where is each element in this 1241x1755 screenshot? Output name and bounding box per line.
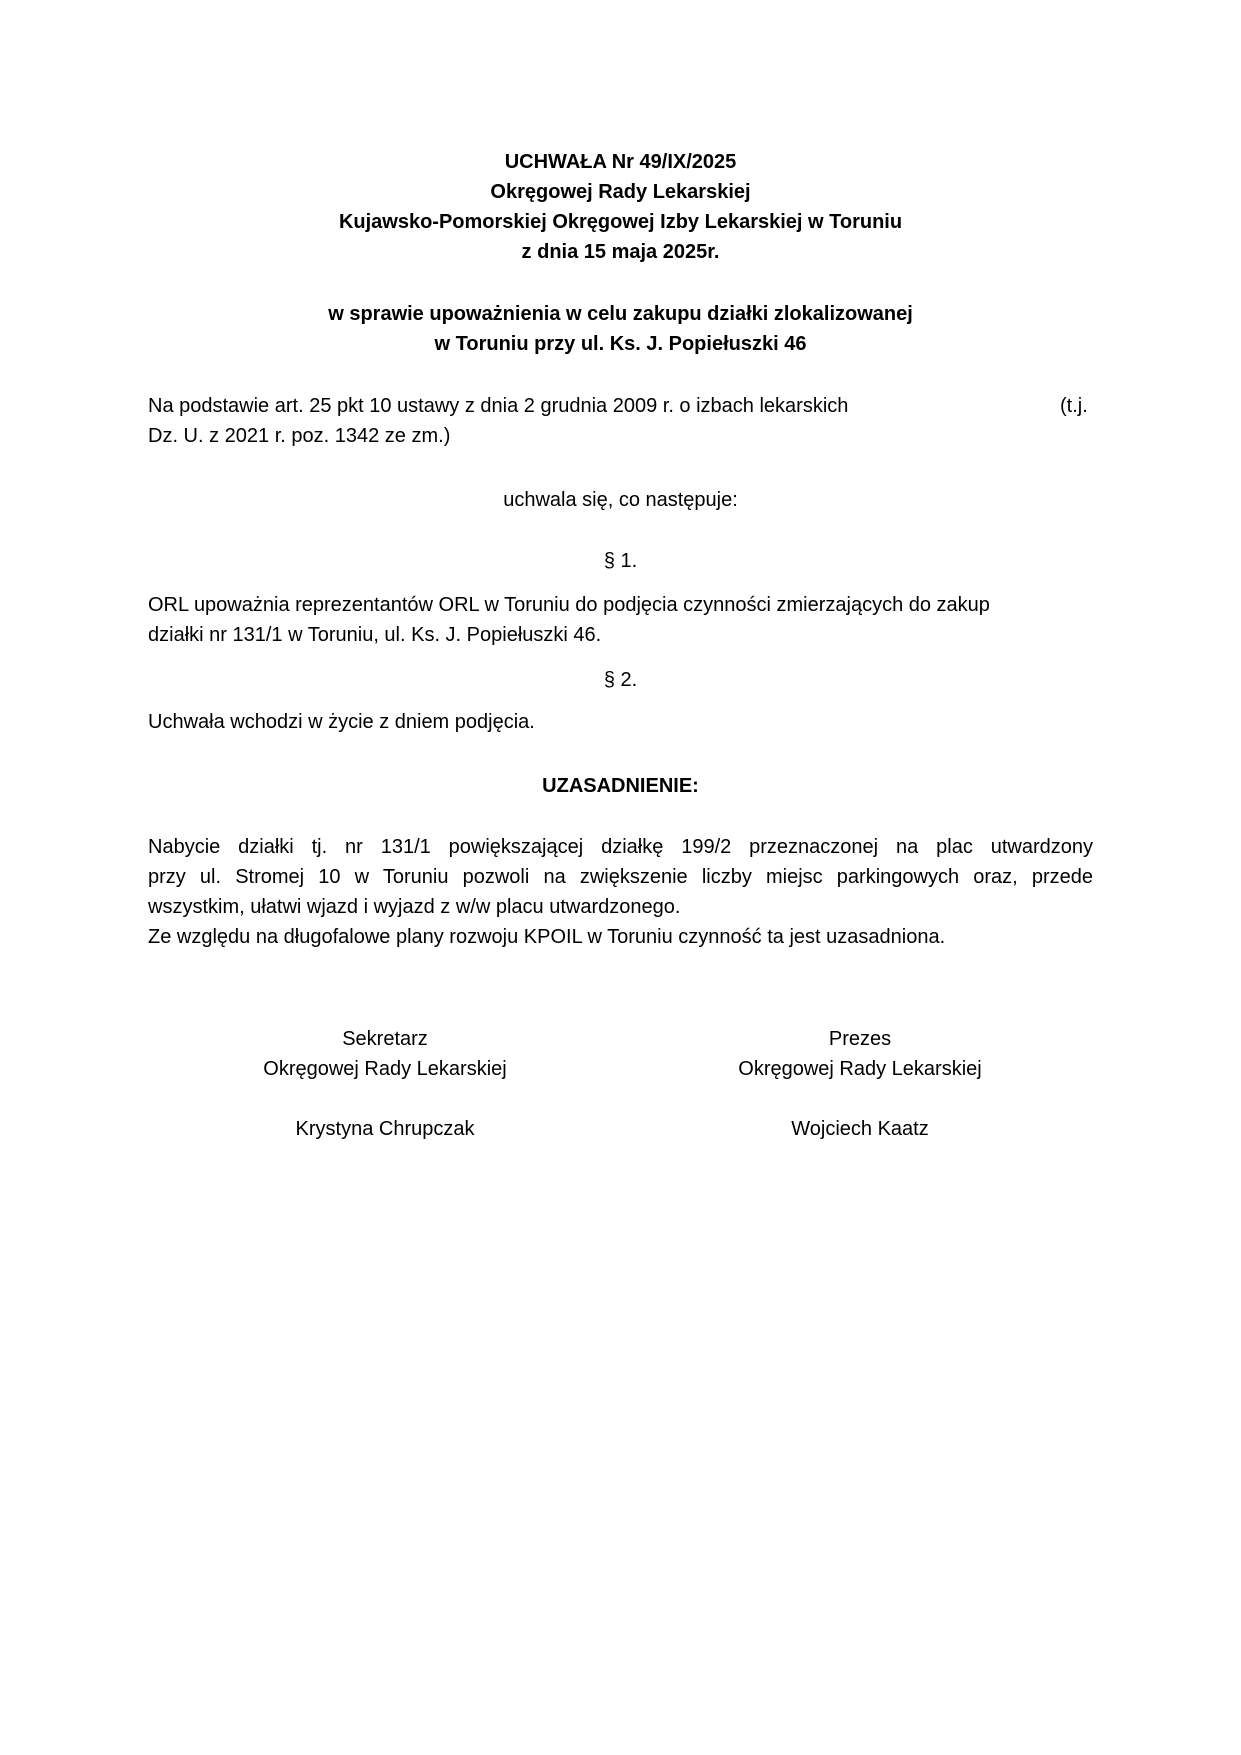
subject-line-2: w Toruniu przy ul. Ks. J. Popiełuszki 46 xyxy=(434,333,807,355)
section-2-mark: § 2. xyxy=(603,669,638,691)
section-2-text: Uchwała wchodzi w życie z dniem podjęcia. xyxy=(148,711,535,733)
legal-basis-tj: (t.j. xyxy=(1060,395,1088,417)
legal-basis-line-1: Na podstawie art. 25 pkt 10 ustawy z dnia 2 grudnia 2009 r. o izbach lekarskich xyxy=(148,395,849,417)
council-name: Okręgowej Rady Lekarskiej xyxy=(490,181,751,203)
justification-line-1: Nabycie działki tj. nr 131/1 powiększającej działkę 199/2 przeznaczonej na plac utwardzony xyxy=(148,836,1093,858)
section-1-line-1: ORL upoważnia reprezentantów ORL w Toruniu do podjęcia czynności zmierzających do zakup xyxy=(148,594,990,616)
signature-left-role: Sekretarz xyxy=(342,1028,428,1050)
signature-right-role: Prezes xyxy=(828,1028,892,1050)
resolution-title: UCHWAŁA Nr 49/IX/2025 xyxy=(504,151,737,173)
signature-right-body: Okręgowej Rady Lekarskiej xyxy=(738,1058,982,1080)
justification-line-3: wszystkim, ułatwi wjazd i wyjazd z w/w placu utwardzonego. xyxy=(148,896,681,918)
resolution-date: z dnia 15 maja 2025r. xyxy=(521,241,720,263)
resolves-statement: uchwala się, co następuje: xyxy=(503,489,738,511)
subject-line-1: w sprawie upoważnienia w celu zakupu działki zlokalizowanej xyxy=(328,303,913,325)
justification-heading: UZASADNIENIE: xyxy=(542,775,699,797)
justification-line-4: Ze względu na długofalowe plany rozwoju KPOIL w Toruniu czynność ta jest uzasadniona. xyxy=(148,926,946,948)
signature-right-name: Wojciech Kaatz xyxy=(791,1118,929,1140)
justification-line-2: przy ul. Stromej 10 w Toruniu pozwoli na zwiększenie liczby miejsc parkingowych oraz, przede xyxy=(148,866,1093,888)
section-1-mark: § 1. xyxy=(603,550,638,572)
signature-left-name: Krystyna Chrupczak xyxy=(295,1118,475,1140)
legal-basis-line-2: Dz. U. z 2021 r. poz. 1342 ze zm.) xyxy=(148,425,451,447)
signature-left-body: Okręgowej Rady Lekarskiej xyxy=(263,1058,507,1080)
chamber-name: Kujawsko-Pomorskiej Okręgowej Izby Lekarskiej w Toruniu xyxy=(338,211,903,233)
section-1-line-2: działki nr 131/1 w Toruniu, ul. Ks. J. Popiełuszki 46. xyxy=(148,624,602,646)
